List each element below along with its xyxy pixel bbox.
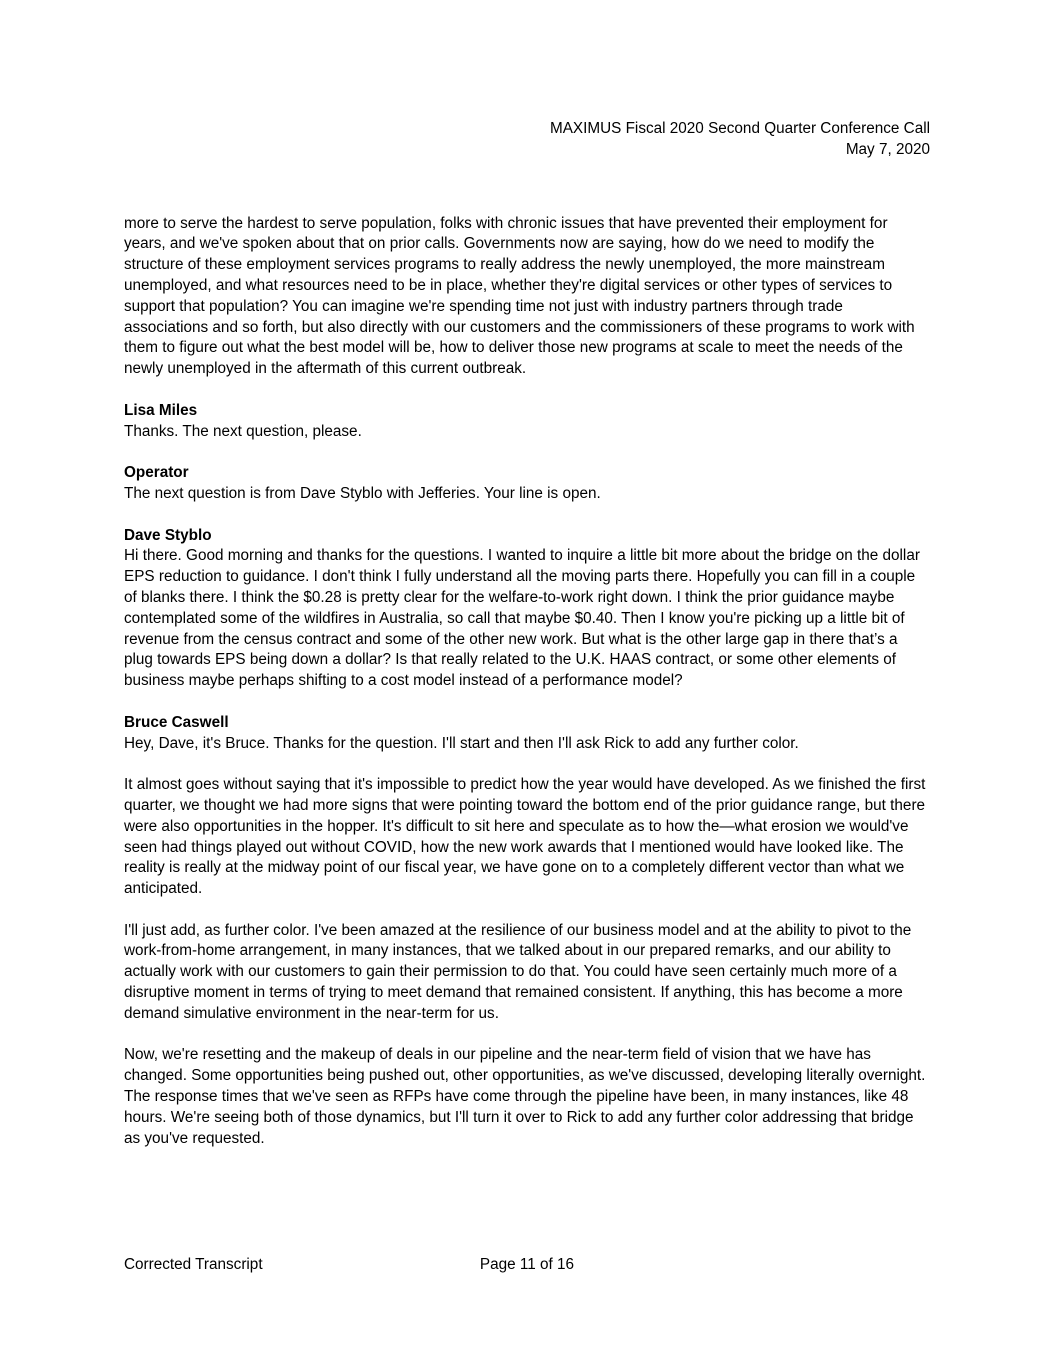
transcript-paragraph: The next question is from Dave Styblo with Jefferies. Your line is open. xyxy=(124,484,601,502)
transcript-body xyxy=(124,214,930,1150)
header-date: May 7, 2020 xyxy=(845,140,930,158)
document-footer xyxy=(124,1255,930,1276)
transcript-paragraph: more to serve the hardest to serve population, folks with chronic issues that have prevented their employment for years, and we've spoken about that on prior calls. Governments now are saying, how do we need to modify the structure of these employment services programs to really address the newly unemployed, the more mainstream unemployed, and what resources need to be in place, whether they're digital services or other types of services to support that population? You can imagine we're spending time not just with industry partners through trade associations and so forth, but also directly with our customers and the commissioners of these programs to work with them to figure out what the best model will be, how to deliver those new programs at scale to meet the needs of the newly unemployed in the aftermath of this current outbreak. xyxy=(124,214,915,378)
footer-transcript-type: Corrected Transcript xyxy=(124,1256,263,1273)
transcript-paragraph: It almost goes without saying that it's impossible to predict how the year would have developed. As we finished the first quarter, we thought we had more signs that were pointing toward the bottom end of the prior guidance range, but there were also opportunities in the hopper. It's difficult to sit here and speculate as to how the—what erosion we would've seen had things played out without COVID, how the new work awards that I mentioned would have looked like. The reality is really at the midway point of our fiscal year, we have gone on to a completely different vector than what we anticipated. xyxy=(124,776,926,898)
speaker-name: Lisa Miles xyxy=(124,401,198,419)
transcript-paragraph: I'll just add, as further color. I've been amazed at the resilience of our business model and at the ability to pivot to the work-from-home arrangement, in many instances, that we talked about in our prepared remarks, and our ability to actually work with our customers to gain their permission to do that. You could have seen certainly much more of a disruptive moment in terms of trying to meet demand that remained consistent. If anything, this has become a more demand simulative environment in the near-term for us. xyxy=(124,921,912,1022)
speaker-name: Operator xyxy=(124,464,189,482)
speaker-name: Dave Styblo xyxy=(124,526,212,544)
transcript-paragraph: Hey, Dave, it's Bruce. Thanks for the question. I'll start and then I'll ask Rick to add any further color. xyxy=(124,734,799,752)
speaker-name: Bruce Caswell xyxy=(124,713,229,731)
document-header xyxy=(124,119,930,161)
transcript-paragraph: Now, we're resetting and the makeup of deals in our pipeline and the near-term field of vision that we have has changed. Some opportunities being pushed out, other opportunities, as we've discussed, developing literally overnight. The response times that we've seen as RFPs have come through the pipeline have been, in many instances, like 48 hours. We're seeing both of those dynamics, but I'll turn it over to Rick to add any further color addressing that bridge as you've requested. xyxy=(124,1046,926,1147)
transcript-paragraph: Thanks. The next question, please. xyxy=(124,422,362,440)
page-content xyxy=(124,0,930,1170)
header-title: MAXIMUS Fiscal 2020 Second Quarter Conference Call xyxy=(549,120,930,137)
transcript-paragraph: Hi there. Good morning and thanks for the questions. I wanted to inquire a little bit more about the bridge on the dollar EPS reduction to guidance. I don't think I fully understand all the moving parts there. Hopefully you can fill in a couple of blanks there. I think the $0.28 is pretty clear for the welfare-to-work right down. I think the prior guidance maybe contemplated some of the wildfires in Australia, so call that maybe $0.40. Then I know you're picking up a little bit of revenue from the census contract and some of the other new work. But what is the other large gap in there that’s a plug towards EPS being down a dollar? Is that really related to the U.K. HAAS contract, or some other elements of business maybe perhaps shifting to a cost model instead of a performance model? xyxy=(124,547,920,690)
footer-page-number: Page 11 of 16 xyxy=(479,1256,575,1273)
